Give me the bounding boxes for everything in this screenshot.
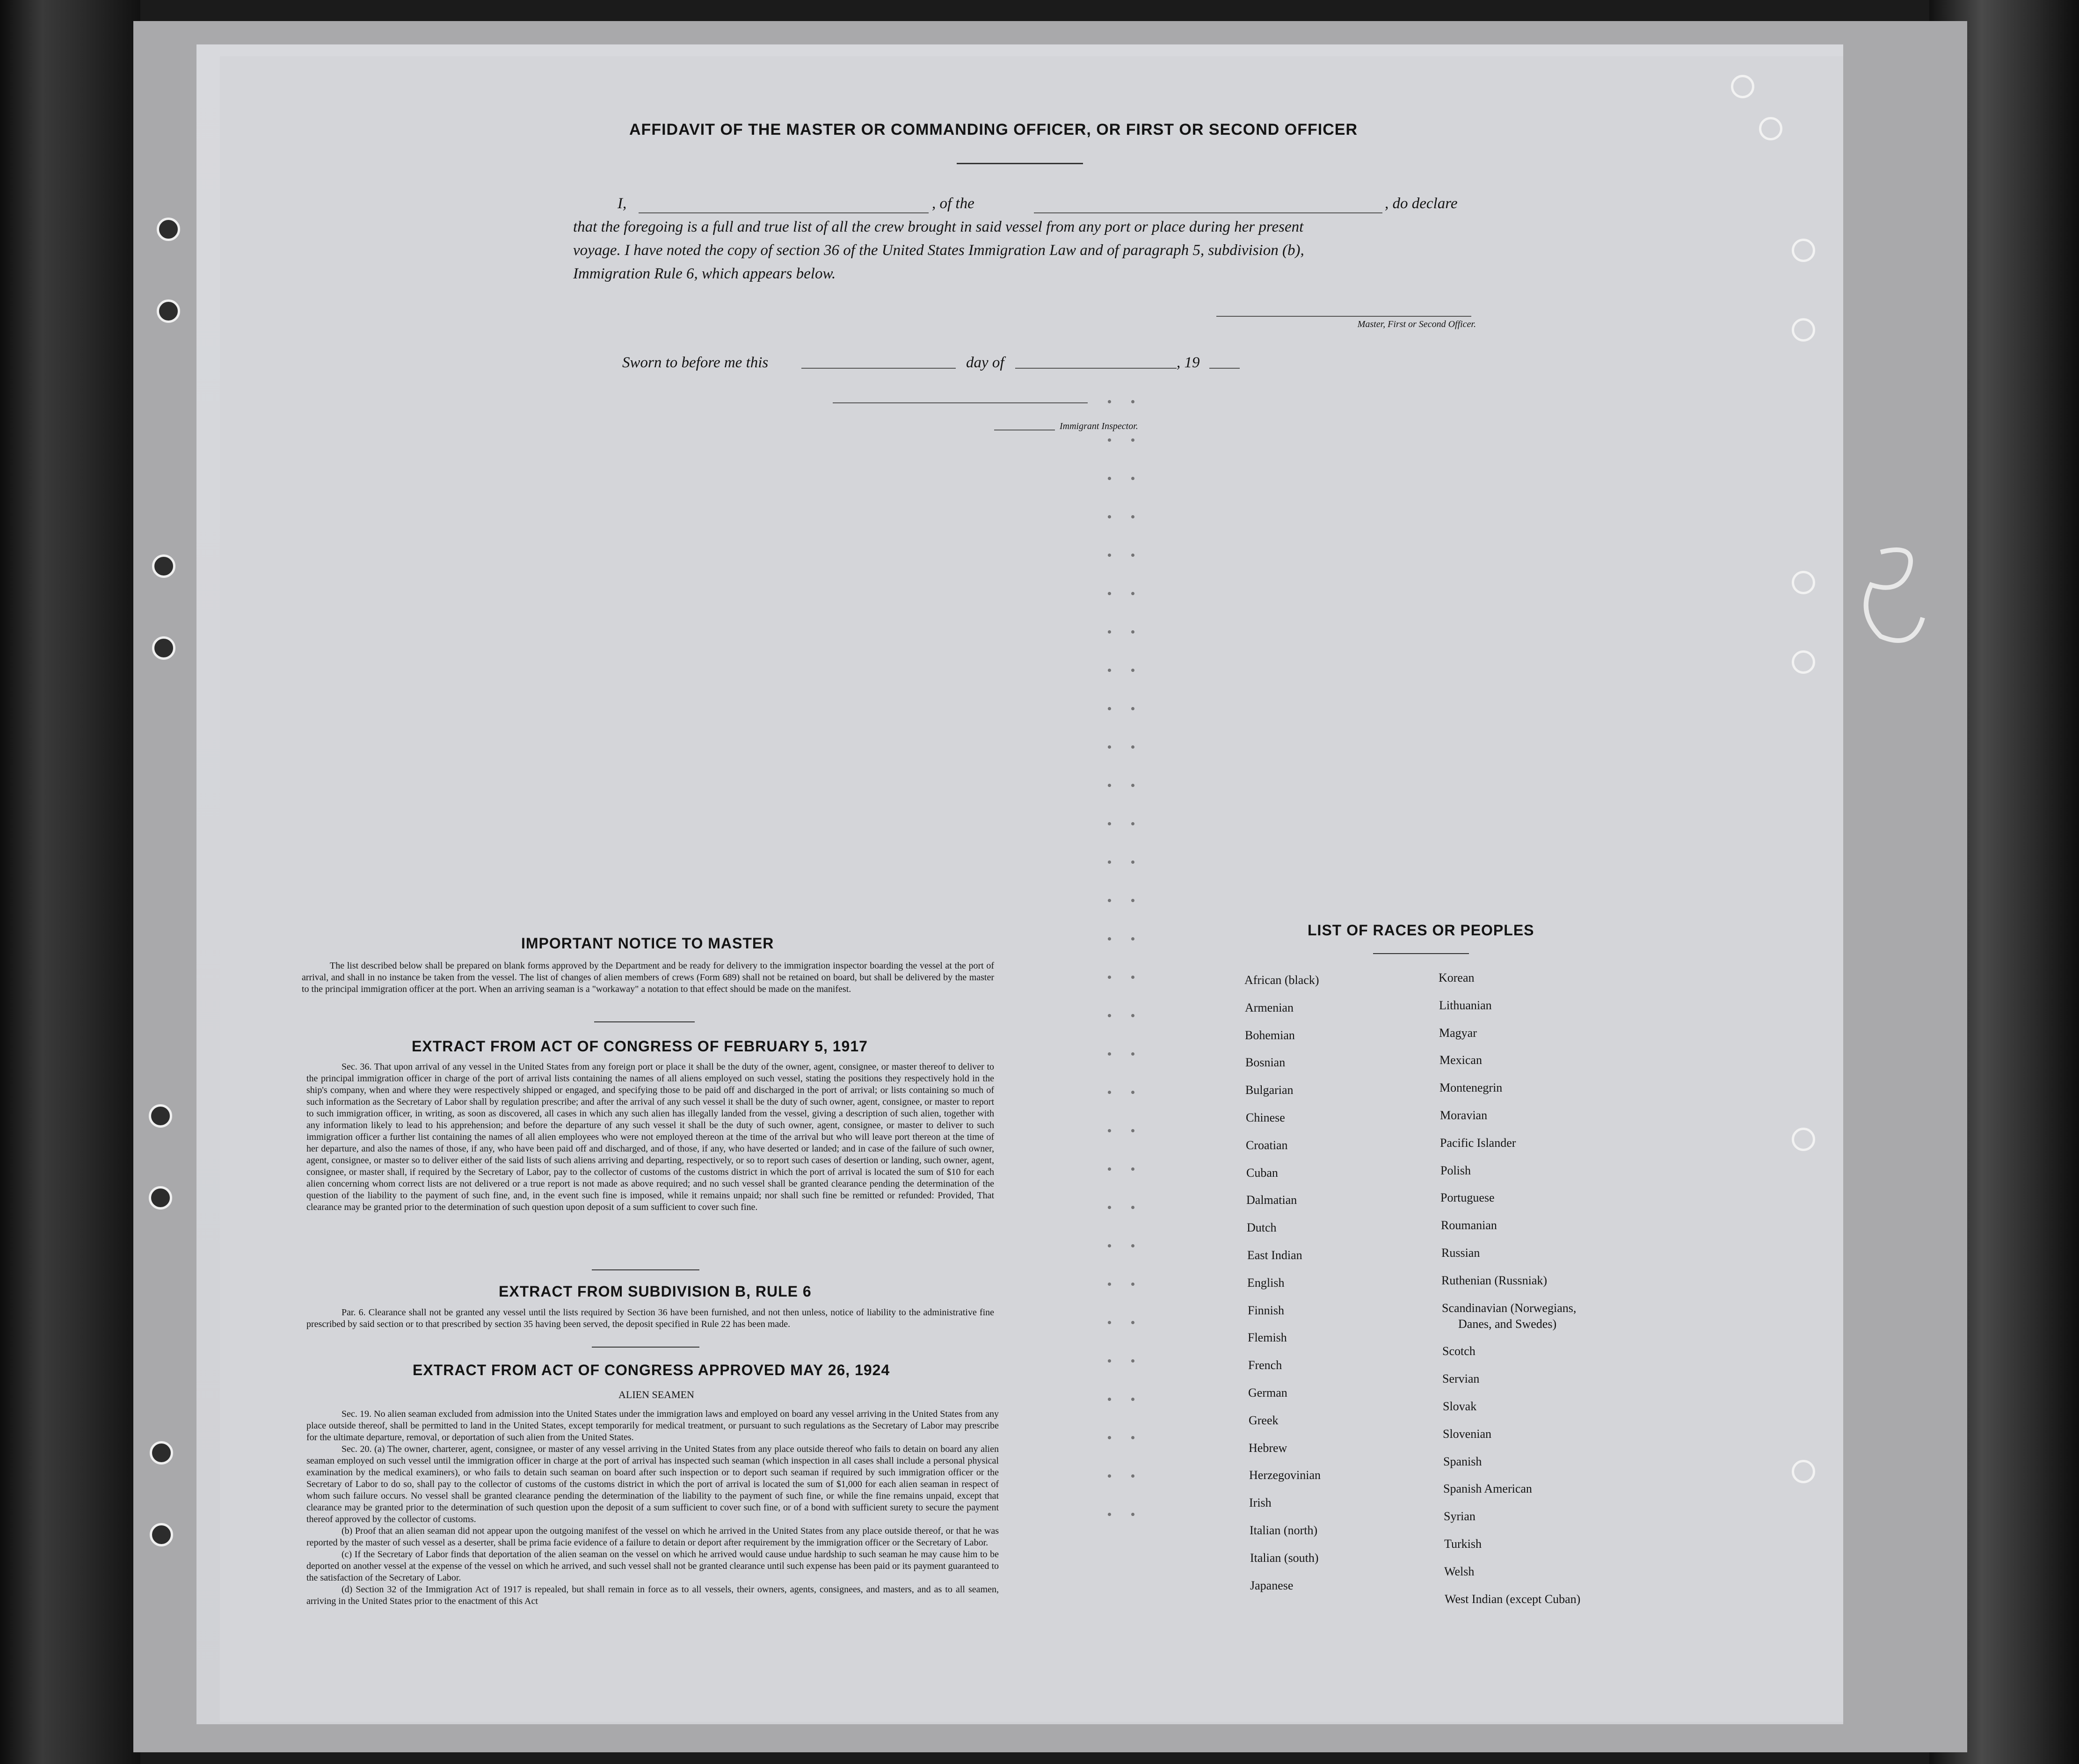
sworn-prefix: Sworn to before me this xyxy=(622,354,769,371)
fold-dot xyxy=(1131,860,1134,864)
race-item: Danes, and Swedes) xyxy=(1458,1317,1557,1331)
declaration-line-4: Immigration Rule 6, which appears below. xyxy=(573,265,836,282)
decl-i: I, xyxy=(618,195,627,212)
fold-dot xyxy=(1131,822,1134,825)
fold-dot xyxy=(1131,1244,1134,1247)
fold-dot xyxy=(1131,400,1134,403)
declaration-line-2: that the foregoing is a full and true list of all the crew brought in said vessel from any port or place during her present xyxy=(573,219,1304,235)
handwritten-mark xyxy=(1853,543,1937,655)
punch-hole-icon xyxy=(152,554,175,578)
punch-hole-icon xyxy=(157,218,180,241)
fold-dot xyxy=(1108,1091,1111,1094)
fold-dot xyxy=(1108,1206,1111,1209)
fold-dot xyxy=(1108,477,1111,480)
punch-hole-icon xyxy=(152,636,175,660)
fold-dot xyxy=(1131,515,1134,518)
fold-dot xyxy=(1108,592,1111,595)
fold-dot xyxy=(1108,400,1111,403)
punch-hole-icon xyxy=(1792,1128,1815,1151)
race-item: Chinese xyxy=(1246,1111,1285,1124)
master-signature-caption: Master, First or Second Officer. xyxy=(1357,319,1476,329)
extract-1917-body: Sec. 36. That upon arrival of any vessel in the United States from any foreign port or place it shall be the duty of the owner, agent, consignee, or master thereof to deliver to the principal immigration officer in charge of the port of arrival lists containing the names of all aliens employed on such vessel, stating the positions they respectively hold in the ship's company, when and where they were respectively shipped or engaged, and specifying those to be paid off and discharged in the port of arrival; or lists containing so much of such information as the Secretary of Labor shall by regulation prescribe; and after the arrival of any such vessel it shall be the duty of such owner, agent, consignee, or master to report to such immigration officer, in writing, as soon as discovered, all cases in which any such alien has illegally landed from the vessel, giving a description of such alien, together with any information likely to lead to his apprehension; and before the departure of any such vessel it shall be the duty of such owner, agent, consignee, or master to deliver to such immigration officer a further list containing the names of all alien employees who were not employed thereon at the time of the arrival but who will leave port thereon at the time of her departure, and also the names of those, if any, who have been paid off and discharged, and of those, if any, who have deserted or landed; and in case of the failure of such owner, agent, consignee, or master so to deliver either of the said lists of such aliens arriving and departing, respectively, or so to report such cases of desertion or landing, such owner, agent, consignee, or master shall, if required by the Secretary of Labor, pay to the collector of customs of the customs district in which the port of arrival is located the sum of $10 for each alien concerning whom correct lists are not delivered or a true report is not made as above required; and no such vessel shall be granted clearance pending the determination of the question of the liability to the payment of such fine, and, in the event such fine is imposed, while it remains unpaid; nor shall such fine be remitted or refunded: Provided, That clearance may be granted prior to the determination of such question upon deposit of a sum sufficient to cover such fine. xyxy=(306,1062,994,1212)
race-item: African (black) xyxy=(1244,973,1319,987)
race-item: Dutch xyxy=(1247,1221,1277,1235)
fold-dot xyxy=(1131,1014,1134,1017)
race-item: Portuguese xyxy=(1440,1191,1495,1205)
race-item: Syrian xyxy=(1444,1509,1476,1523)
race-item: Croatian xyxy=(1246,1138,1288,1152)
subdivision-title: EXTRACT FROM SUBDIVISION B, RULE 6 xyxy=(499,1283,812,1300)
race-item: Irish xyxy=(1249,1496,1272,1510)
fold-dot xyxy=(1131,745,1134,749)
fold-dot xyxy=(1131,592,1134,595)
fold-dot xyxy=(1108,1014,1111,1017)
notice-title: IMPORTANT NOTICE TO MASTER xyxy=(521,935,774,952)
fold-dot xyxy=(1131,976,1134,979)
extract-1917-title: EXTRACT FROM ACT OF CONGRESS OF FEBRUARY 5, 1917 xyxy=(412,1038,868,1055)
fold-dot xyxy=(1108,1513,1111,1516)
fold-dot xyxy=(1108,707,1111,710)
name-field[interactable] xyxy=(639,212,929,213)
fold-dot xyxy=(1108,669,1111,672)
punch-hole-icon xyxy=(1792,318,1815,342)
punch-hole-icon xyxy=(1792,1460,1815,1483)
notice-rule xyxy=(594,1021,695,1022)
race-item: Scotch xyxy=(1442,1344,1476,1358)
race-item: Japanese xyxy=(1250,1578,1294,1592)
sec-20b-paragraph: (b) Proof that an alien seaman did not appear upon the outgoing manifest of the vessel on which he arrived in the United States from any place outside thereof, or that he was reported by the master of such vessel as a deserter, shall be prima facie evidence of a failure to detain or deport after requirement by the immigration officer or the Secretary of Labor. xyxy=(306,1526,999,1548)
inspector-caption: Immigrant Inspector. xyxy=(1060,421,1138,431)
fold-dot xyxy=(1131,1091,1134,1094)
race-item: Greek xyxy=(1249,1413,1279,1427)
race-item: Flemish xyxy=(1248,1331,1287,1345)
fold-dot xyxy=(1131,937,1134,940)
fold-dot xyxy=(1108,745,1111,749)
binder-left-edge xyxy=(0,0,140,1764)
sworn-day-of: day of xyxy=(966,354,1004,371)
fold-dot xyxy=(1108,1398,1111,1401)
fold-dot xyxy=(1108,822,1111,825)
race-item: Slovak xyxy=(1443,1400,1477,1413)
race-item: Lithuanian xyxy=(1439,998,1492,1012)
fold-dot xyxy=(1131,1321,1134,1324)
race-item: Bosnian xyxy=(1245,1056,1286,1070)
race-item: Montenegrin xyxy=(1439,1081,1503,1095)
fold-dot xyxy=(1131,1436,1134,1439)
punch-hole-icon xyxy=(149,1104,172,1128)
sworn-line xyxy=(622,351,1277,374)
fold-dot xyxy=(1131,1129,1134,1132)
punch-hole-icon xyxy=(1792,571,1815,594)
punch-hole-icon xyxy=(157,299,180,323)
race-item: Slovenian xyxy=(1443,1427,1491,1441)
race-item: Dalmatian xyxy=(1246,1193,1297,1207)
race-item: Bohemian xyxy=(1245,1028,1295,1042)
vessel-field[interactable] xyxy=(1034,212,1382,213)
fold-dot xyxy=(1131,554,1134,557)
race-item: Herzegovinian xyxy=(1249,1468,1321,1482)
punch-hole-icon xyxy=(1731,75,1754,98)
race-item: Armenian xyxy=(1245,1000,1294,1014)
punch-hole-icon xyxy=(1792,650,1815,674)
fold-dot xyxy=(1131,1474,1134,1478)
race-item: Ruthenian (Russniak) xyxy=(1441,1273,1548,1287)
race-item: West Indian (except Cuban) xyxy=(1445,1592,1581,1606)
fold-dot xyxy=(1131,784,1134,787)
fold-dot xyxy=(1108,937,1111,940)
fold-dot xyxy=(1131,1206,1134,1209)
affidavit-title: AFFIDAVIT OF THE MASTER OR COMMANDING OFFICER, OR FIRST OR SECOND OFFICER xyxy=(629,121,1358,138)
races-rule xyxy=(1373,953,1469,954)
sworn-year: , 19 xyxy=(1177,354,1200,371)
fold-dot xyxy=(1108,899,1111,902)
fold-dot xyxy=(1131,1052,1134,1056)
race-item: Mexican xyxy=(1439,1053,1482,1067)
extract-1924-subtitle: ALIEN SEAMEN xyxy=(618,1389,694,1400)
subdivision-rule xyxy=(592,1347,699,1348)
inspector-signature-field[interactable] xyxy=(833,402,1088,403)
fold-dot xyxy=(1108,1283,1111,1286)
fold-dot xyxy=(1108,1167,1111,1171)
notice-body: The list described below shall be prepared on blank forms approved by the Department and be ready for delivery to the immigration inspector boarding the vessel at the port of arrival, and shall in no instance be taken from the vessel. The list of changes of alien members of crews (Form 689) shall not be retained on board, but shall be delivered by the master to the principal immigration officer at the port. When an arriving seaman is a "workaway" a notation to that effect should be made on the manifest. xyxy=(302,961,994,994)
fold-dot xyxy=(1108,1359,1111,1363)
race-item: Magyar xyxy=(1439,1026,1477,1040)
race-item: English xyxy=(1247,1276,1285,1290)
fold-dot xyxy=(1108,784,1111,787)
extract-1917-rule xyxy=(592,1269,699,1270)
sworn-year-field[interactable] xyxy=(1209,368,1240,369)
fold-dot xyxy=(1108,630,1111,634)
fold-dot xyxy=(1108,1474,1111,1478)
fold-dot xyxy=(1131,477,1134,480)
sworn-month-field[interactable] xyxy=(1015,368,1177,369)
fold-dot xyxy=(1108,1052,1111,1056)
race-item: Polish xyxy=(1440,1163,1471,1177)
punch-hole-icon xyxy=(150,1523,173,1546)
declaration-line-3: voyage. I have noted the copy of section 36 of the United States Immigration Law and of paragraph 5, subdivision (b), xyxy=(573,242,1304,259)
race-item: Servian xyxy=(1442,1372,1480,1386)
fold-dot xyxy=(1108,976,1111,979)
fold-dot xyxy=(1131,1513,1134,1516)
race-item: Spanish American xyxy=(1443,1482,1532,1496)
race-item: French xyxy=(1248,1358,1282,1372)
race-item: Bulgarian xyxy=(1245,1083,1294,1097)
extract-1924-title: EXTRACT FROM ACT OF CONGRESS APPROVED MAY 26, 1924 xyxy=(413,1362,890,1378)
fold-dot xyxy=(1108,515,1111,518)
fold-dot xyxy=(1131,438,1134,442)
race-item: Italian (south) xyxy=(1250,1551,1319,1565)
fold-dot xyxy=(1131,1167,1134,1171)
race-item: Hebrew xyxy=(1249,1441,1287,1455)
fold-dot xyxy=(1131,630,1134,634)
sec-20c-paragraph: (c) If the Secretary of Labor finds that deportation of the alien seaman on the vessel on which he arrived would cause undue hardship to such seaman he may cause him to be deported on another vessel at the expense of the vessel on which he arrived, and such vessel shall not be granted clearance until such expense has been paid or its payment guaranteed to the satisfaction of the Secretary of Labor. xyxy=(306,1549,999,1583)
race-item: Russian xyxy=(1441,1246,1480,1260)
fold-dot xyxy=(1108,860,1111,864)
sec-20a-paragraph: Sec. 20. (a) The owner, charterer, agent, consignee, or master of any vessel arriving in the United States from any place outside thereof who fails to detain on board any alien seaman employed on such vessel until the immigration officer in charge at the port of arrival has inspected such seaman (which inspection in all cases shall include a personal physical examination by the medical examiners), or who fails to detain such seaman on board after such inspection or to deport such seaman if required by such immigration officer or the Secretary of Labor to do so, shall pay to the collector of customs of the customs district in which the port of arrival is located the sum of $1,000 for each alien seaman in respect of whom such failure occurs. No vessel shall be granted clearance pending the determination of the liability to the payment of such fine, or while the fine remains unpaid, except that clearance may be granted prior to the determination of such question upon the deposit of a sum sufficient to cover such fine, or of a bond with sufficient surety to secure the payment thereof approved by the collector of customs. xyxy=(306,1444,999,1524)
extract-1924-body xyxy=(306,1408,999,1607)
race-item: Italian (north) xyxy=(1250,1523,1318,1537)
race-item: Spanish xyxy=(1443,1454,1482,1468)
sec-20d-paragraph: (d) Section 32 of the Immigration Act of 1917 is repealed, but shall remain in force as to all vessels, their owners, agents, consignees, and masters, and as to all seamen, arriving in the United States prior to the enactment of this Act xyxy=(306,1584,999,1606)
fold-dot xyxy=(1131,669,1134,672)
fold-dot xyxy=(1108,1244,1111,1247)
race-item: Finnish xyxy=(1248,1303,1285,1317)
race-item: Cuban xyxy=(1246,1166,1278,1180)
fold-dot xyxy=(1131,899,1134,902)
fold-dot xyxy=(1131,1398,1134,1401)
race-item: Moravian xyxy=(1440,1108,1488,1122)
race-item: Pacific Islander xyxy=(1440,1136,1516,1150)
punch-hole-icon xyxy=(1792,239,1815,262)
fold-dot xyxy=(1108,1129,1111,1132)
declaration-line-1 xyxy=(618,192,1478,215)
fold-dot xyxy=(1131,1283,1134,1286)
decl-of-the: , of the xyxy=(932,195,974,212)
title-rule xyxy=(957,163,1083,164)
master-signature-field[interactable] xyxy=(1216,316,1471,317)
race-item: East Indian xyxy=(1247,1248,1302,1262)
punch-hole-icon xyxy=(149,1186,172,1210)
punch-hole-icon xyxy=(1759,117,1782,140)
subdivision-body: Par. 6. Clearance shall not be granted any vessel until the lists required by Section 36 have been furnished, and not then unless, notice of liability to the administrative fine prescribed by said section or to that prescribed by section 35 having been served, the deposit specified in Rule 22 has been made. xyxy=(306,1307,994,1329)
race-item: German xyxy=(1248,1386,1287,1400)
punch-hole-icon xyxy=(150,1441,173,1465)
fold-dot xyxy=(1131,1359,1134,1363)
race-item: Welsh xyxy=(1444,1564,1475,1578)
races-title: LIST OF RACES OR PEOPLES xyxy=(1308,922,1534,939)
sworn-day-field[interactable] xyxy=(801,368,956,369)
race-item: Scandinavian (Norwegians, xyxy=(1442,1301,1577,1315)
fold-dot xyxy=(1108,438,1111,442)
race-item: Korean xyxy=(1439,971,1475,984)
fold-dot xyxy=(1108,554,1111,557)
fold-dot xyxy=(1131,707,1134,710)
race-item: Turkish xyxy=(1444,1537,1482,1551)
fold-dot xyxy=(1108,1321,1111,1324)
race-item: Roumanian xyxy=(1441,1218,1497,1232)
fold-dot xyxy=(1108,1436,1111,1439)
decl-do-declare: , do declare xyxy=(1385,195,1458,212)
sec-19-paragraph: Sec. 19. No alien seaman excluded from admission into the United States under the immigration laws and employed on board any vessel arriving in the United States from any place outside thereof, shall be permitted to land in the United States, except temporarily for medical treatment, or pursuant to such regulations as the Secretary of Labor may prescribe for the ultimate departure, removal, or deportation of such alien from the United States. xyxy=(306,1409,999,1443)
